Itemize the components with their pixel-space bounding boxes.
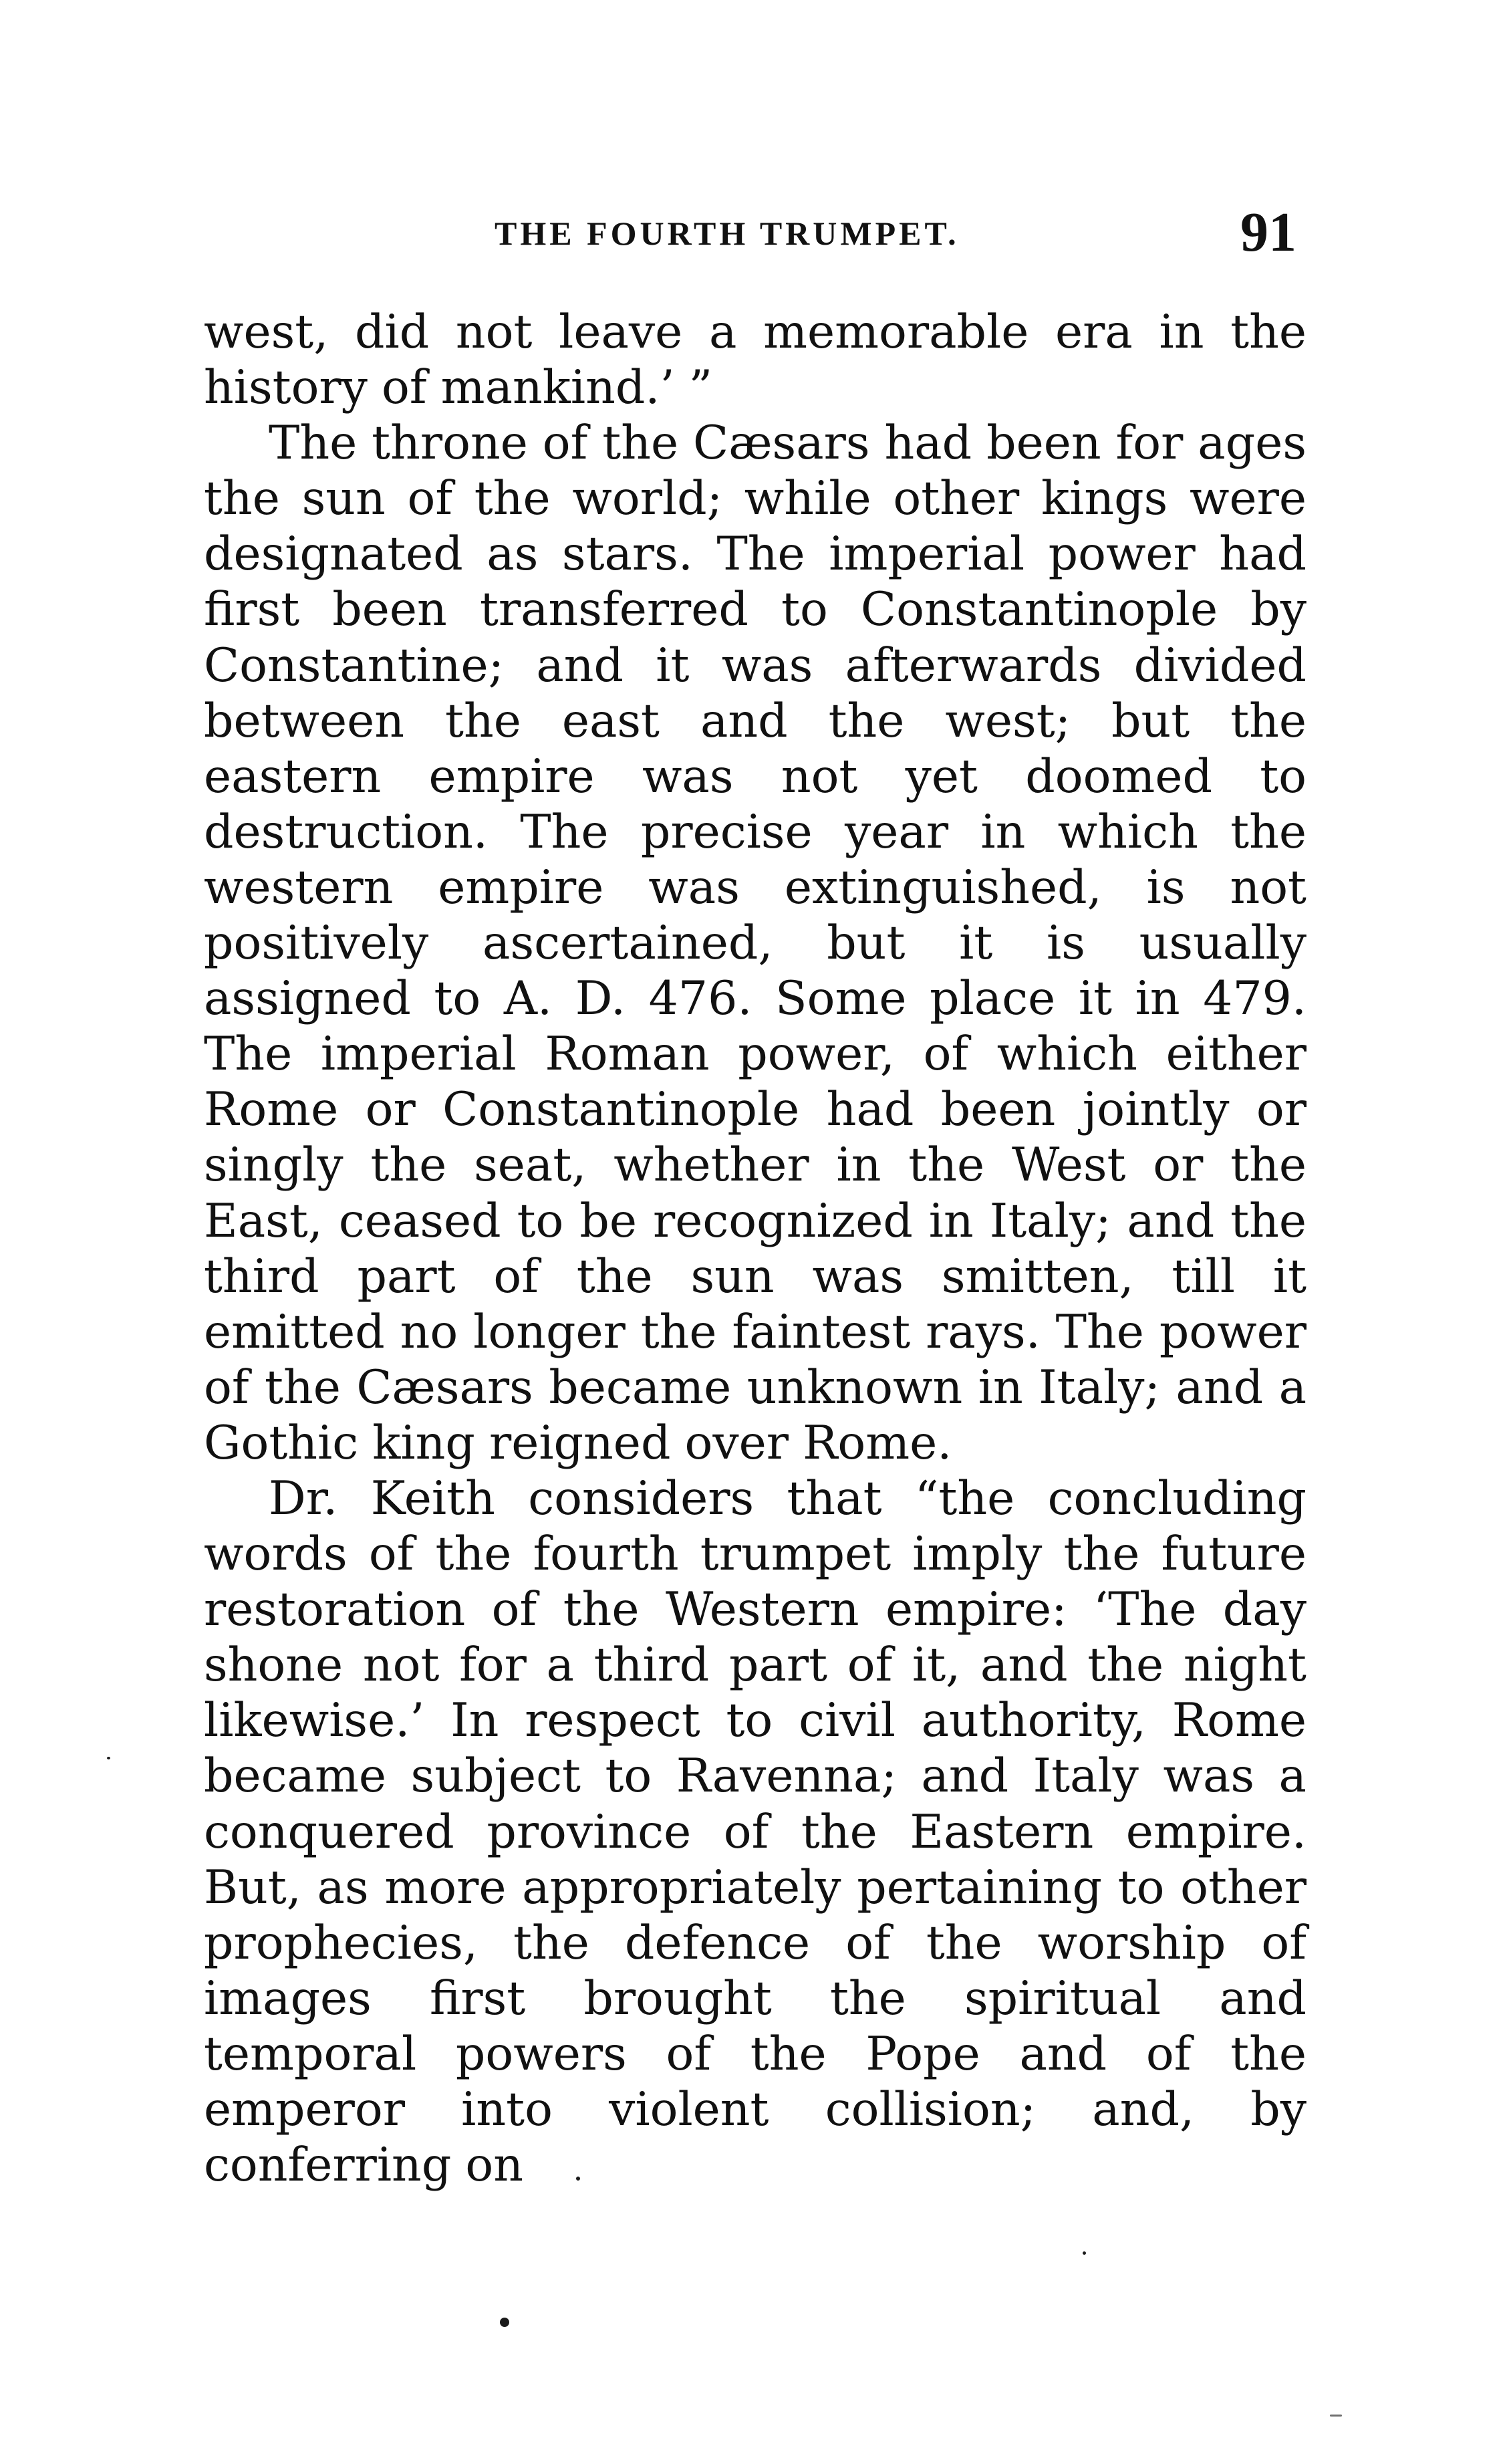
running-head	[207, 201, 1303, 278]
body-text	[204, 304, 1307, 2193]
paragraph-caesars-throne: The throne of the Cæsars had been for ages the sun of the world; while other kings were designated as stars. The imperial power had first been transferred to Constantinople by Constantine; and it was afterwards divided between the east and the west; but the eastern empire was not yet doomed to destruction. The precise year in which the western empire was extinguished, is not positively ascertained, but it is usually assigned to A. D. 476. Some place it in 479. The imperial Roman power, of which either Rome or Constantinople had been jointly or singly the seat, whether in the West or the East, ceased to be recognized in Italy; and the third part of the sun was smitten, till it emitted no longer the faintest rays. The power of the Cæsars became unknown in Italy; and a Gothic king reigned over Rome.	[204, 416, 1307, 1470]
ink-speck	[576, 2177, 580, 2181]
ink-speck	[500, 2318, 509, 2327]
paragraph-continuation: west, did not leave a memorable era in the history of mankind.’ ”	[204, 305, 1307, 415]
scan-mark	[1330, 2415, 1342, 2417]
page-number: 91	[1240, 201, 1296, 263]
ink-speck	[107, 1757, 110, 1759]
ink-speck	[1083, 2251, 1086, 2255]
paragraph-dr-keith: Dr. Keith considers that “the concluding words of the fourth trumpet imply the future restoration of the Western empire: ‘The day shone not for a third part of it, and the night likewise.’ In respect to civil authority, Rome became subject to Ravenna; and Italy was a conquered province of the Eastern empire. But, as more appropriately pertaining to other prophecies, the defence of the worship of images first brought the spiritual and temporal powers of the Pope and of the emperor into violent collision; and, by conferring on	[204, 1471, 1307, 2193]
running-title: THE FOURTH TRUMPET.	[495, 215, 960, 252]
